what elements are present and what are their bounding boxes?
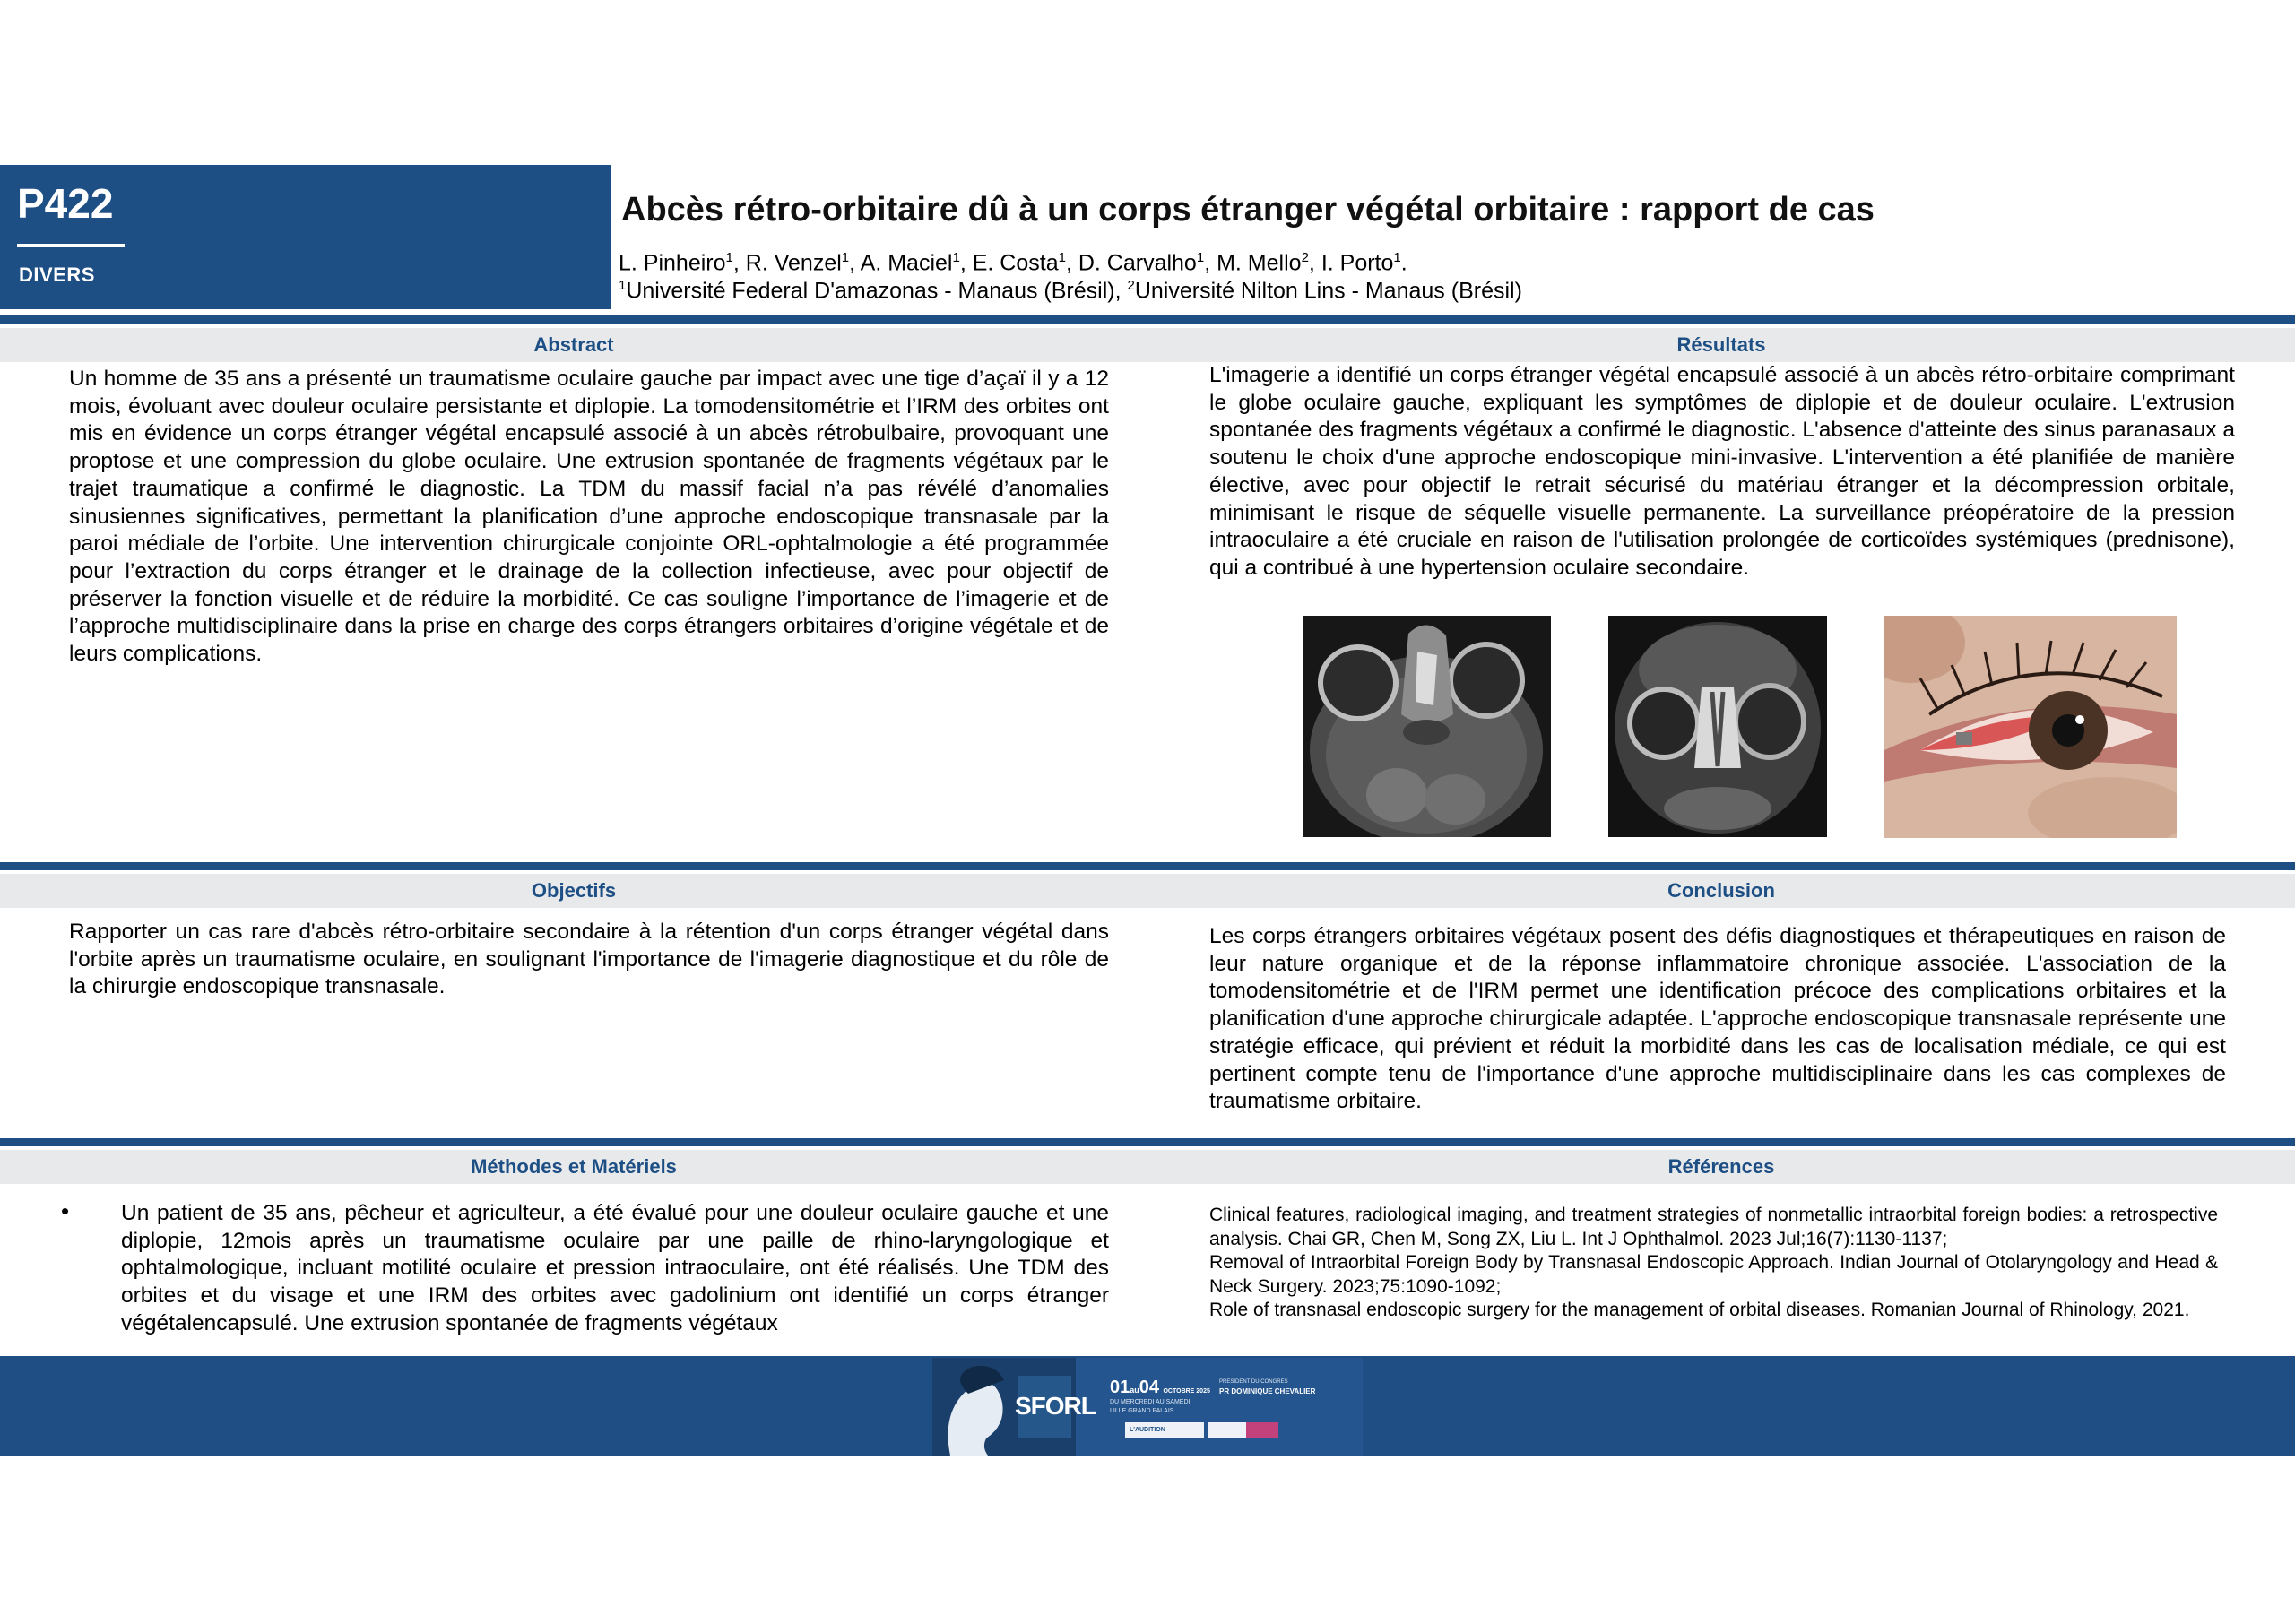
section-rule (0, 315, 2295, 324)
author-name: A. Maciel (860, 250, 953, 276)
poster-id: P422 (17, 180, 114, 227)
author-affil-mark: 1 (1058, 250, 1066, 265)
section-rule (0, 1138, 2295, 1146)
author-name: I. Porto (1321, 250, 1394, 276)
author-affil-mark: 1 (1393, 250, 1401, 265)
heading-results: Résultats (1676, 333, 1766, 356)
eye-photo (1884, 616, 2177, 838)
poster-category: DIVERS (19, 263, 95, 286)
author-affil-mark: 2 (1301, 250, 1309, 265)
author-list: L. Pinheiro$^1$, R. Venzel$^1$, A. Maciel$^1$, E. Costa$^1$, D. Carvalho$^1$, M. Mello$^2$, I. Porto$^1$. (619, 250, 1407, 276)
conclusion-text: Les corps étrangers orbitaires végétaux posent des défis diagnostiques et thérapeutiques en raison de leur nature organique et de la réponse inflammatoire chronique associée. L'association de la tomodensitométrie et de l'IRM permet une identification précoce des complications orbitaires et la planification d'une approche chirurgicale adaptée. L'approche endoscopique transnasale représente une stratégie efficace, qui prévient et réduit la morbidité dans les cas de localisation médiale, ce qui est pertinent compte tenu de l'importance d'une approche multidisciplinaire dans les cas complexes de traumatisme orbitaire. (1209, 924, 2226, 1114)
congress-venue: LILLE GRAND PALAIS (1110, 1408, 1174, 1414)
congress-banner (932, 1358, 1363, 1456)
bullet-icon: • (61, 1197, 70, 1224)
congress-dates (1110, 1378, 1210, 1398)
congress-days: DU MERCREDI AU SAMEDI (1110, 1399, 1191, 1405)
author-name: E. Costa (972, 250, 1059, 276)
sponsor-logo: L'AUDITION (1130, 1427, 1165, 1433)
results-text: L'imagerie a identifié un corps étranger végétal encapsulé associé à un abcès rétro-orbitaire comprimant le globe oculaire gauche, expliquant les symptômes de diplopie et de douleur oculaire. L'extrusion spontanée des fragments végétaux a confirmé le diagnostic. L'absence d'atteinte des sinus paranasaux a soutenu le choix d'une approche endoscopique mini-invasive. L'intervention a été planifiée de manière élective, avec pour objectif le retrait sécurisé du matériau étranger et la décompression orbitale, minimisant le risque de séquelle visuelle permanente. La surveillance préopératoire de la pression intraoculaire a été cruciale en raison de l'utilisation prolongée de corticoïdes systémiques (prednisone), qui a contribué à une hypertension oculaire secondaire. (1209, 363, 2235, 580)
date-month: OCTOBRE 2025 (1163, 1388, 1210, 1395)
author-affil-mark: 1 (725, 250, 733, 265)
reference-item: Role of transnasal endoscopic surgery for the management of orbital diseases. Romanian Journal of Rhinology, 2021. (1209, 1300, 2190, 1320)
objectives-text: Rapporter un cas rare d'abcès rétro-orbitaire secondaire à la rétention d'un corps étranger végétal dans l'orbite après un traumatisme oculaire, en soulignant l'importance de l'imagerie diagnostique et du rôle de la chirurgie endoscopique transnasale. (69, 920, 1109, 999)
heading-objectives: Objectifs (531, 879, 617, 902)
date-sep: au (1130, 1386, 1139, 1395)
reference-item: Clinical features, radiological imaging, and treatment strategies of nonmetallic intraorbital foreign bodies: a retrospective analysis. Chai GR, Chen M, Song ZX, Liu L. Int J Ophthalmol. 2023 Jul;16(7):1130-1137; (1209, 1205, 2218, 1249)
reference-list (1209, 1204, 2218, 1323)
eye-photo-illustration (1884, 616, 2177, 838)
reference-item: Removal of Intraorbital Foreign Body by Transnasal Endoscopic Approach. Indian Journal of Otolaryngology and Head & Neck Surgery. 2023;75:1090-1092; (1209, 1252, 2218, 1297)
coronal-mri-image (1608, 616, 1827, 837)
affiliation-list (619, 278, 1522, 304)
methods-text: Un patient de 35 ans, pêcheur et agriculteur, a été évalué pour une douleur oculaire gauche et une diplopie, 12mois après un traumatisme oculaire par une paille de rhino-laryngologique et ophtalmologique, incluant motilité oculaire et pression intraoculaire, ont été réalisés. Une TDM des orbites et du visage et une IRM des orbites avec gadolinium ont identifié un corps étranger végétalencapsulé. Une extrusion spontanée de fragments végétaux (121, 1201, 1109, 1335)
coronal-mri-illustration (1608, 616, 1827, 837)
affil-mark: 2 (1127, 278, 1135, 293)
affil-mark: 1 (619, 278, 627, 293)
president-name: PR DOMINIQUE CHEVALIER (1219, 1387, 1316, 1395)
banner-art (932, 1358, 1363, 1456)
heading-references: Références (1667, 1155, 1775, 1178)
author-affil-mark: 1 (952, 250, 960, 265)
axial-mri-illustration (1303, 616, 1551, 837)
affiliation: Université Nilton Lins - Manaus (Brésil) (1134, 278, 1522, 304)
date-end: 04 (1139, 1378, 1160, 1397)
heading-abstract: Abstract (533, 333, 614, 356)
author-name: R. Venzel (745, 250, 842, 276)
author-affil-mark: 1 (841, 250, 850, 265)
axial-mri-image (1303, 616, 1551, 837)
author-affil-mark: 1 (1196, 250, 1205, 265)
heading-methods: Méthodes et Matériels (471, 1155, 677, 1178)
affiliation: Université Federal D'amazonas - Manaus (Brésil), (626, 278, 1128, 304)
poster-title: Abcès rétro-orbitaire dû à un corps étranger végétal orbitaire : rapport de cas (621, 191, 1875, 229)
tag-divider (17, 244, 125, 247)
author-name: D. Carvalho (1078, 250, 1197, 276)
sforl-logo: SFORL (1015, 1392, 1096, 1420)
president-label: PRÉSIDENT DU CONGRÈS (1219, 1379, 1288, 1385)
date-start: 01 (1110, 1378, 1130, 1397)
abstract-text: Un homme de 35 ans a présenté un traumatisme oculaire gauche par impact avec une tige d’açaï il y a 12 mois, évoluant avec douleur oculaire persistante et diplopie. La tomodensitométrie et l’IRM des orbites ont mis en évidence un corps étranger végétal encapsulé associé à un abcès rétrobulbaire, provoquant une proptose et une compression du globe oculaire. Une extrusion spontanée de fragments végétaux par le trajet traumatique a confirmé le diagnostic. La TDM du massif facial n’a pas révélé d’anomalies sinusiennes significatives, permettant la planification d’une approche endoscopique transnasale par la paroi médiale de l’orbite. Une intervention chirurgicale conjointe ORL-ophtalmologie a été programmée pour l’extraction du corps étranger et le drainage de la collection infectieuse, avec pour objectif de préserver la fonction visuelle et de réduire la morbidité. Ce cas souligne l’importance de l’imagerie et de l’approche multidisciplinaire dans la prise en charge des corps étrangers orbitaires d’origine végétale et de leurs complications. (69, 367, 1109, 667)
section-rule (0, 862, 2295, 870)
author-name: L. Pinheiro (619, 250, 726, 276)
author-name: M. Mello (1217, 250, 1302, 276)
heading-conclusion: Conclusion (1667, 879, 1775, 902)
